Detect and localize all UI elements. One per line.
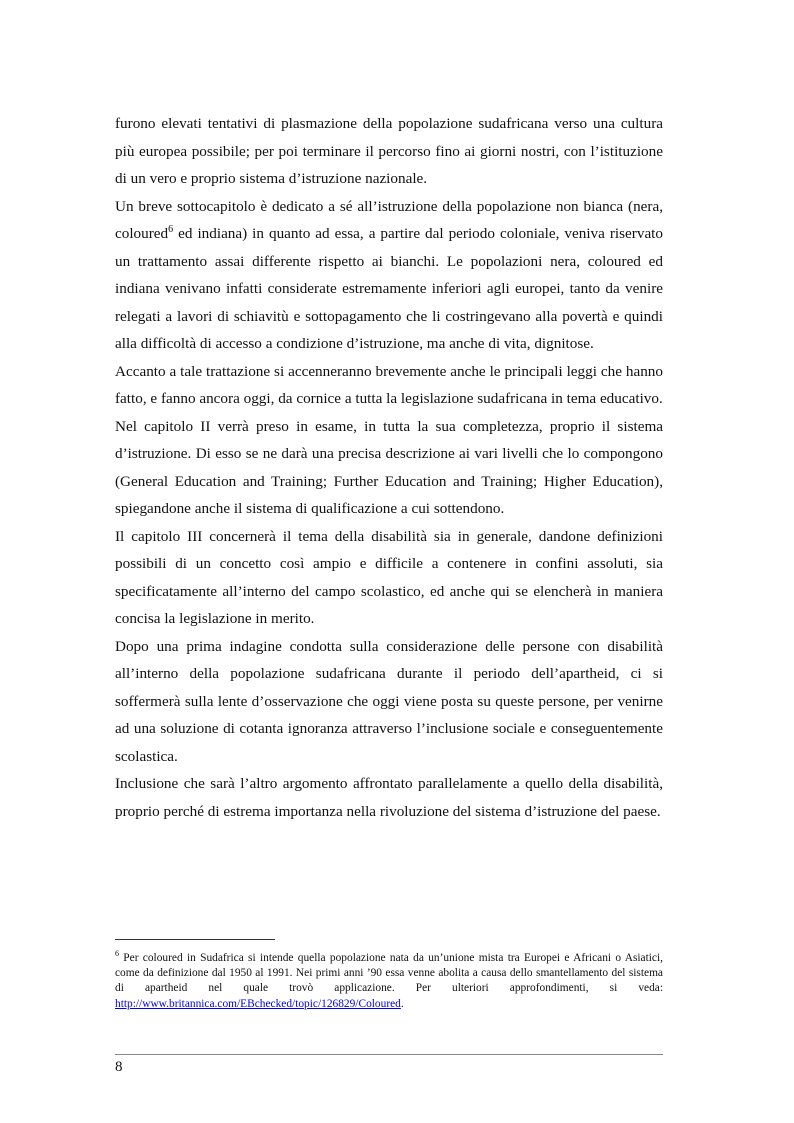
footnote-6 <box>115 946 663 1012</box>
page-number: 8 <box>115 1059 123 1075</box>
paragraph-3: Accanto a tale trattazione si accenneranno brevemente anche le principali leggi che hanno fatto, e fanno ancora oggi, da cornice a tutta la legislazione sudafricana in tema educativo. <box>115 362 663 407</box>
paragraph-7: Inclusione che sarà l’altro argomento affrontato parallelamente a quello della disabilità, proprio perché di estrema importanza nella rivoluzione del sistema d’istruzione del paese. <box>115 775 663 820</box>
page-footer-rule <box>115 1054 663 1055</box>
footnote-end: . <box>400 997 404 1010</box>
paragraph-2-end: ed indiana) in quanto ad essa, a partire dal periodo coloniale, veniva riservato un trattamento assai differente rispetto ai bianchi. Le popolazioni nera, coloured ed indiana venivano infatti considerate estremamente inferiori agli europei, tanto da venire relegati a lavori di schiavitù e sottopagamento che li costringevano alla povertà e quindi alla difficoltà di accesso a condizione d’istruzione, ma anche di vita, dignitose. <box>115 225 663 352</box>
footnote-link[interactable]: http://www.britannica.com/EBchecked/topic/126829/Coloured <box>115 997 401 1010</box>
footnote-text: Per coloured in Sudafrica si intende quella popolazione nata da un’unione mista tra Europei e Africani o Asiatici, come da definizione dal 1950 al 1991. Nei primi anni ’90 essa venne abolita a causa dello smantellamento del sistema di apartheid nel quale trovò applicazione. Per ulteriori approfondimenti, si veda: <box>115 951 663 995</box>
paragraph-2 <box>115 193 663 358</box>
footnote-reference-6[interactable]: 6 <box>168 223 174 235</box>
footnote-separator <box>115 939 275 940</box>
paragraph-5: Il capitolo III concernerà il tema della disabilità sia in generale, dandone definizioni possibili di un concetto così ampio e difficile a contenere in confini assoluti, sia specificatamente all’interno del campo scolastico, ed anche qui se elencherà in maniera concisa la legislazione in merito. <box>115 527 663 627</box>
body-text <box>115 110 663 825</box>
paragraph-6: Dopo una prima indagine condotta sulla considerazione delle persone con disabilità all’interno della popolazione sudafricana durante il periodo dell’apartheid, ci si soffermerà sulla lente d’osservazione che oggi viene posta su queste persone, per venirne ad una soluzione di cotanta ignoranza attraverso l’inclusione sociale e conseguentemente scolastica. <box>115 637 663 765</box>
footnote-area <box>115 939 663 1012</box>
footnote-number: 6 <box>115 949 119 958</box>
paragraph-2-start: Un breve sottocapitolo è dedicato a sé all’istruzione della popolazione non bianca (nera, coloured <box>115 197 663 242</box>
paragraph-4: Nel capitolo II verrà preso in esame, in tutta la sua completezza, proprio il sistema d’istruzione. Di esso se ne darà una precisa descrizione ai vari livelli che lo compongono (General Education and Training; Further Education and Training; Higher Education), spiegandone anche il sistema di qualificazione a cui sottendono. <box>115 417 663 517</box>
paragraph-1: furono elevati tentativi di plasmazione della popolazione sudafricana verso una cultura più europea possibile; per poi terminare il percorso fino ai giorni nostri, con l’istituzione di un vero e proprio sistema d’istruzione nazionale. <box>115 115 663 187</box>
